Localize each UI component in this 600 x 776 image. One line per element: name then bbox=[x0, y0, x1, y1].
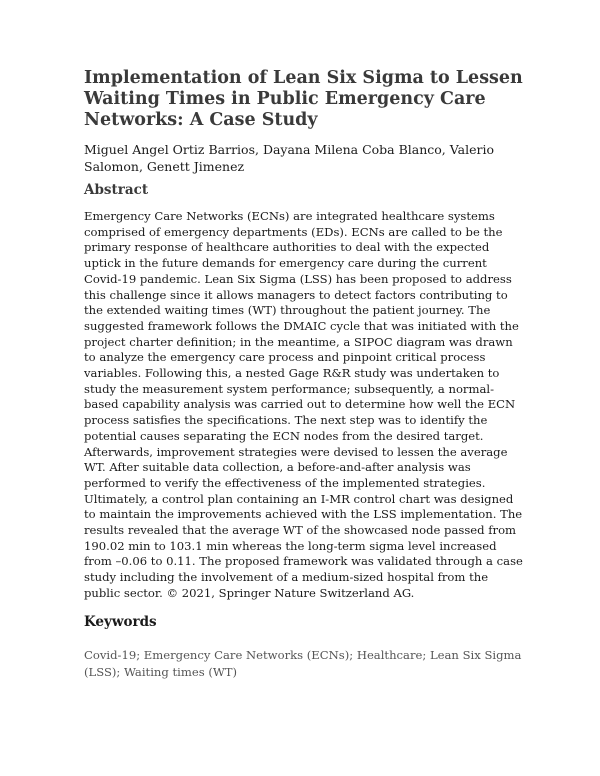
keywords-list: Covid-19; Emergency Care Networks (ECNs); Healthcare; Lean Six Sigma (LSS); Waiting times (WT) bbox=[84, 648, 522, 679]
abstract-heading: Abstract bbox=[84, 182, 149, 198]
abstract-body: Emergency Care Networks (ECNs) are integrated healthcare systems comprised of emergency departments (EDs). ECNs are called to be the primary response of healthcare authorities to deal with the expected uptick in the future demands for emergency care during the current Covid-19 pandemic. Lean Six Sigma (LSS) has been proposed to address this challenge since it allows managers to detect factors contributing to the extended waiting times (WT) throughout the patient journey. The suggested framework follows the DMAIC cycle that was initiated with the project charter definition; in the meantime, a SIPOC diagram was drawn to analyze the emergency care process and pinpoint critical process variables. Following this, a nested Gage R&R study was undertaken to study the measurement system performance; subsequently, a normal-based capability analysis was carried out to determine how well the ECN process satisfies the specifications. The next step was to identify the potential causes separating the ECN nodes from the desired target. Afterwards, improvement strategies were devised to lessen the average WT. After suitable data collection, a before-and-after analysis was performed to verify the effectiveness of the implemented strategies. Ultimately, a control plan containing an I-MR control chart was designed to maintain the improvements achieved with the LSS implementation. The results revealed that the average WT of the showcased node passed from 190.02 min to 103.1 min whereas the long-term sigma level increased from –0.06 to 0.11. The proposed framework was validated through a case study including the involvement of a medium-sized hospital from the public sector. © 2021, Springer Nature Switzerland AG. bbox=[84, 209, 523, 600]
paper-authors: Miguel Angel Ortiz Barrios, Dayana Milena Coba Blanco, Valerio Salomon, Genett Jimenez bbox=[84, 142, 494, 174]
keywords-heading: Keywords bbox=[84, 614, 157, 630]
paper-title: Implementation of Lean Six Sigma to Lessen Waiting Times in Public Emergency Care Networks: A Case Study bbox=[84, 68, 523, 130]
